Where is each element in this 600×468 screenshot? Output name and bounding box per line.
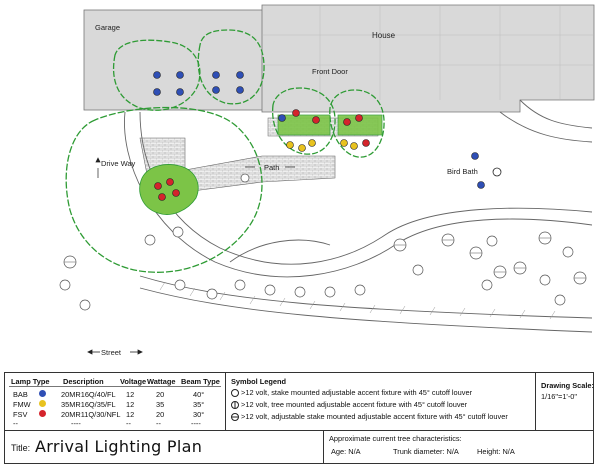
lamp-type-fmw: FMW [13,400,31,409]
lamp-table-header-rule [9,386,221,387]
lamp-description: 35MR16Q/35/FL [61,400,116,409]
house-label: House [372,31,396,40]
tree-height: Height: N/A [477,447,515,456]
lamp-color-yellow [39,400,46,407]
lamp-type-bab: BAB [13,390,28,399]
divider-symbols-scale [535,373,536,430]
stake-fixture-icon [231,389,239,397]
lamp-wattage: 35 [156,400,165,409]
tree-characteristics-heading: Approximate current tree characteristics: [329,434,462,443]
symbol-legend-item: >12 volt, adjustable stake mounted adjustable accent fixture with 45° cutoff louver [231,412,508,421]
bird-bath [493,168,501,176]
lamp-beam: ---- [191,419,201,428]
divider-middle [5,430,593,431]
lamp-wattage: -- [156,419,161,428]
lamp-voltage: 12 [126,390,135,399]
driveway-label: Drive Way [101,159,136,168]
shrub-symbols [60,174,586,310]
house-building [262,5,594,112]
path-label: Path [264,163,280,172]
shrub-hatching [64,238,586,278]
adjustable-stake-fixture-icon [231,413,239,421]
lamp-voltage: 12 [126,400,135,409]
lamp-description: 20MR16Q/40/FL [61,390,116,399]
street-label: Street [101,348,122,357]
tree-age: Age: N/A [331,447,361,456]
tree-trunk-diameter: Trunk diameter: N/A [393,447,459,456]
lamp-description: ---- [71,419,81,428]
symbol-legend-heading: Symbol Legend [231,377,287,386]
lamp-type-blank: -- [13,419,18,428]
bird-bath-label: Bird Bath [447,167,478,176]
tree-fixture-icon [231,401,239,409]
drawing-scale-label: Drawing Scale: [541,381,594,390]
divider-title-trees [323,430,324,464]
symbol-legend-item: >12 volt, stake mounted adjustable accent fixture with 45° cutoff louver [231,388,472,397]
lamp-beam: 35° [193,400,205,409]
lamp-voltage: 12 [126,410,135,419]
title-value: Arrival Lighting Plan [35,437,203,456]
lamp-table-header-description: Description [63,377,104,386]
divider-table-symbols [225,373,226,430]
lamp-table-header-beam: Beam Type [181,377,220,386]
lamp-beam: 40° [193,390,205,399]
title-label: Title: [11,443,31,453]
symbol-legend-item: >12 volt, tree mounted adjustable accent fixture with 45° cutoff louver [231,400,467,409]
lamp-voltage: -- [126,419,131,428]
lamp-table-header-wattage: Wattage [147,377,176,386]
lamp-color-red [39,410,46,417]
garage-label: Garage [95,23,121,32]
legend-panel [4,372,594,464]
drawing-scale-value: 1/16"=1'-0" [541,392,578,401]
lamp-table-header-type: Lamp Type [11,377,50,386]
lamp-description: 20MR11Q/30/NFL [61,410,121,419]
lamp-color-blue [39,390,46,397]
lamp-wattage: 20 [156,410,165,419]
front-door-label: Front Door [312,67,348,76]
lamp-table-header-voltage: Voltage [120,377,147,386]
lamp-beam: 30° [193,410,205,419]
lamp-type-fsv: FSV [13,410,28,419]
driveway-arrow [96,158,100,178]
lamp-wattage: 20 [156,390,165,399]
